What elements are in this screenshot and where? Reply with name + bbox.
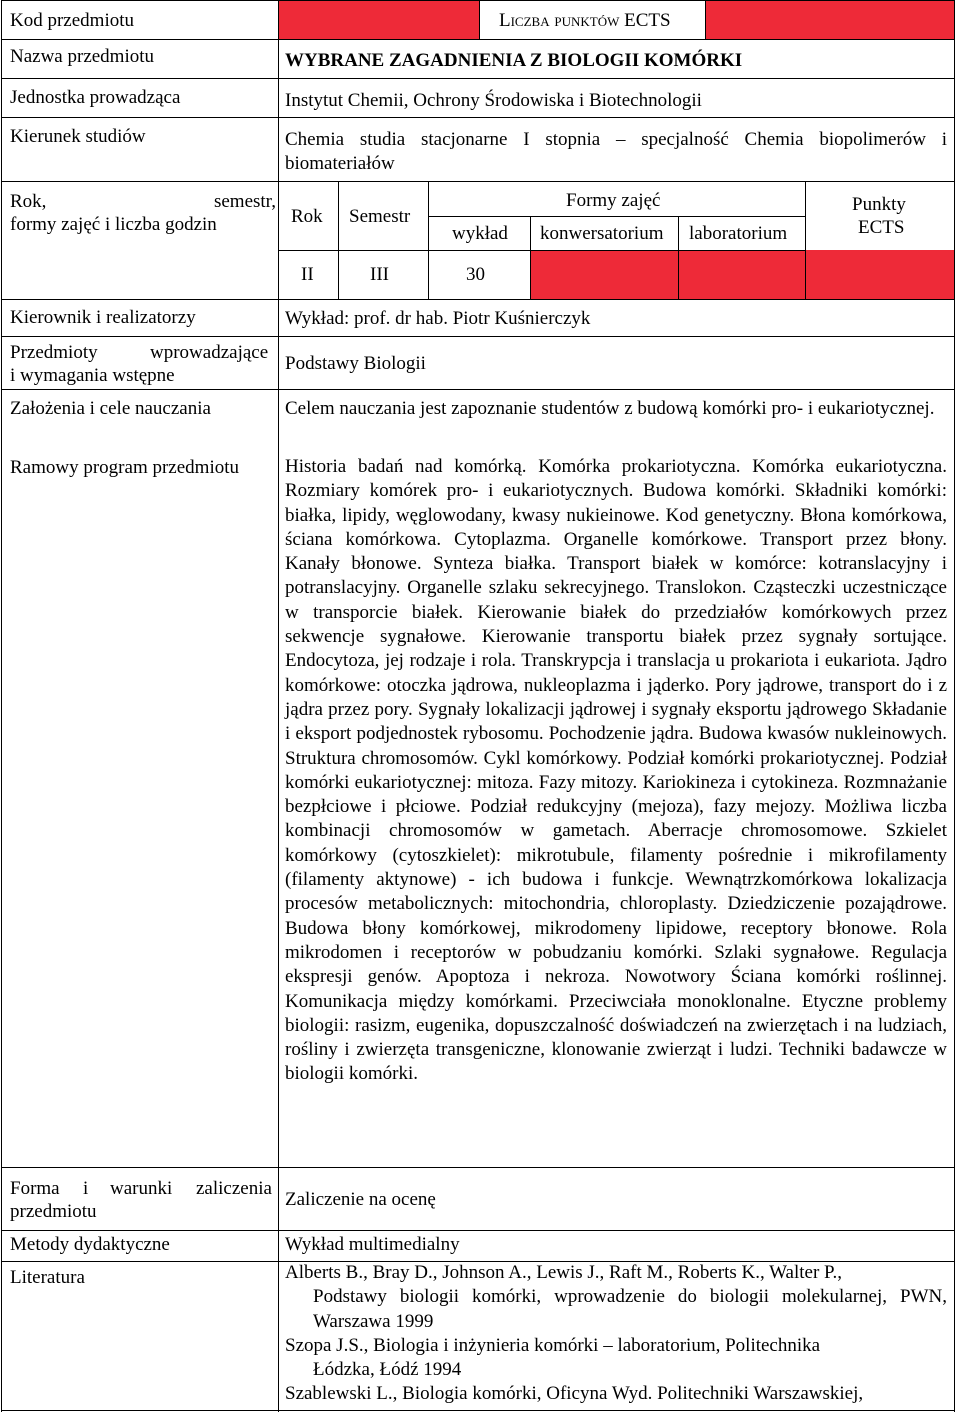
literatura-item-continuation: Łódzka, Łódź 1994 [313,1359,462,1381]
ramowy-program-value: Historia badań nad komórką. Komórka prokariotyczna. Komórka eukariotyczna. Rozmiary komórek pro- i eukariotycznych. Budowa komórki. Składniki komórki: białka, lipidy, węglowodany, kwasy nukieinowe. Kod genetyczny. Błona komórkowa, ściana komórkowa. Cytoplazma. Organelle komórkowe. Transport przez błony. Kanały błonowe. Synteza białka. Transport białek w komórce: kotranslacyjny i potranslacyjny. Organelle szlaku sekrecyjnego. Translokon. Cząsteczki uczestniczące w transporcie białek. Kierowanie białek do przedziałów komórkowych przez sekwencje sygnałowe. Kierowanie transportu białek przez sygnały sortujące. Endocytoza, jej rodzaje i rola. Transkrypcja i translacja u prokariota i eukariota. Jądro komórkowe: otoczka jądrowa, nukleoplazma i jąderko. Pory jądrowe, transport do i z jądra przez pory. Sygnały lokalizacji jądrowej i sygnały eksportu jądrowego Składanie i eksport podjednostek rybosomu. Pochodzenie jądra. Budowa kwasów nukleinowych. Struktura chromosomów. Cykl komórkowy. Podział komórki prokariotycznej. Podział komórki eukariotycznej: mitoza. Fazy mitozy. Kariokineza i cytokineza. Rozmnażanie bezpłciowe i płciowe. Podział redukcyjny (mejoza), fazy mejozy. Możliwa liczba kombinacji chromosomów w gametach. Aberracje chromosomowe. Szkielet komórkowy (cytoszkielet): mikrotubule, filamenty pośrednie i mikrofilamenty (filamenty aktynowe) - ich budowa i funkcje. Wewnątrzkomórkowa lokalizacja procesów metabolicznych: mitochondria, chloroplasty. Dziedziczenie pozajądrowe. Budowa błony komórkowej, mikrodomeny lipidowe, receptory błonowe. Rola mikrodomen i receptorów w pobudzaniu komórki. Szlaki sygnałowe. Regulacja ekspresji genów. Apoptoza i nekroza. Nowotwory Ściana komórki roślinnej. Komunikacja między komórkami. Przeciwciała monoklonalne. Etyczne problemy biologii: rasizm, eugenika, dopuszczalność doświadczeń na zwierzętach i na ludziach, rośliny i zwierzęta transgeniczne, klonowanie zwierząt i ludzi. Techniki badawcze w biologii komórki. [285,456,947,1085]
literatura-item [285,1382,947,1406]
label-jednostka: Jednostka prowadząca [10,87,181,108]
literatura-item-first-line: Szablewski L., Biologia komórki, Oficyna Wyd. Politechniki Warszawskiej, [285,1383,864,1405]
przedmioty-value: Podstawy Biologii [285,353,426,374]
label-literatura: Literatura [10,1267,85,1288]
label-ramowy-program: Ramowy program przedmiotu [10,457,240,478]
kod-value-cell [279,1,479,39]
forma-value: Zaliczenie na ocenę [285,1189,436,1210]
literatura-item-first-line: Szopa J.S., Biologia i inżynieria komórki – laboratorium, Politechnika [285,1334,821,1356]
label-forma-d: zaliczenia [196,1178,272,1199]
label-wymagania: i wymagania wstępne [10,365,175,386]
schedule-laboratorium-header: laboratorium [689,223,788,244]
label-forma-b: i [83,1178,89,1199]
label-forma-przedmiotu: przedmiotu [10,1201,97,1222]
label-rok-semestr-a: Rok, [10,191,47,212]
label-metody: Metody dydaktyczne [10,1234,170,1255]
label-kierownik: Kierownik i realizatorzy [10,307,196,328]
metody-value: Wykład multimedialny [285,1234,460,1255]
label-forma-a: Forma [10,1178,60,1199]
literatura-item [285,1261,947,1285]
label-nazwa-przedmiotu: Nazwa przedmiotu [10,46,155,67]
schedule-wyklad-header: wykład [452,223,508,244]
schedule-ects-header: ECTS [858,217,905,238]
schedule-formy-header: Formy zajęć [566,190,661,211]
literatura-item-continuation: Podstawy biologii komórki, wprowadzenie do biologii molekularnej, PWN, Warszawa 1999 [313,1286,947,1332]
ects-value-cell [706,1,954,39]
label-forma-c: warunki [110,1178,173,1199]
literatura-item-first-line: Alberts B., Bray D., Johnson A., Lewis J., Raft M., Roberts K., Walter P., [285,1262,843,1283]
schedule-semestr-value: III [370,264,389,285]
label-przedmioty-a: Przedmioty [10,342,98,363]
kierownik-value: Wykład: prof. dr hab. Piotr Kuśnierczyk [285,308,591,329]
unit-value: Instytut Chemii, Ochrony Środowiska i Biotechnologii [285,90,702,111]
field-value: Chemia studia stacjonarne I stopnia – specjalność Chemia biopolimerów i biomateriałów [285,129,947,174]
ects-title: Liczba punktów ECTS [499,10,671,31]
konwersatorium-value-cell [531,250,678,299]
label-zalozenia: Założenia i cele nauczania [10,398,211,419]
label-kod-przedmiotu: Kod przedmiotu [10,10,135,31]
label-rok-semestr-b: semestr, [213,191,276,212]
schedule-konwersatorium-header: konwersatorium [540,223,664,244]
literatura-item [285,1334,947,1358]
schedule-rok-header: Rok [291,206,323,227]
schedule-semestr-header: Semestr [349,206,411,227]
label-formy-zajec: formy zajęć i liczba godzin [10,214,217,235]
course-name: WYBRANE ZAGADNIENIA Z BIOLOGII KOMÓRKI [285,50,743,71]
laboratorium-value-cell [679,250,805,299]
ects-points-value-cell [806,250,954,299]
literatura-list [285,1261,947,1407]
schedule-wyklad-value: 30 [466,264,485,285]
schedule-punkty-header: Punkty [852,194,906,215]
label-przedmioty-b: wprowadzające [150,342,269,363]
label-kierunek: Kierunek studiów [10,126,146,147]
zalozenia-value: Celem nauczania jest zapoznanie studentów z budową komórki pro- i eukariotycznej. [285,398,935,419]
schedule-rok-value: II [301,264,314,285]
